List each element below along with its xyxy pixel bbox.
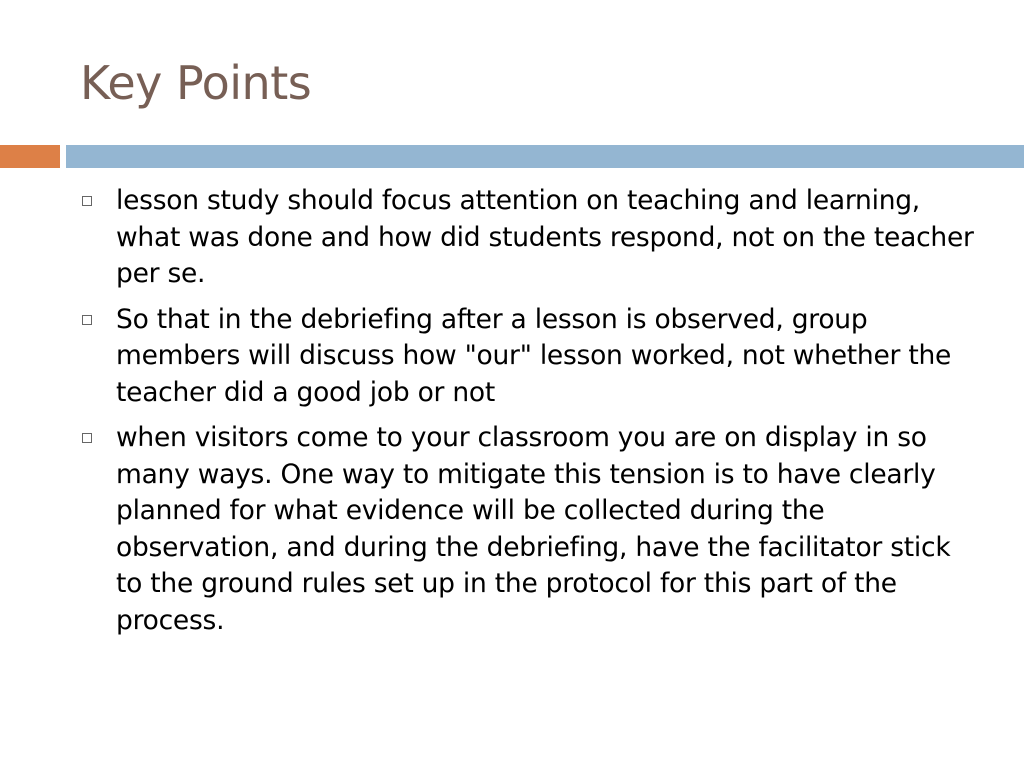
bullet-list <box>82 183 982 648</box>
header-divider-bar <box>66 145 1024 168</box>
bullet-item <box>82 183 982 293</box>
slide-title: Key Points <box>80 56 312 110</box>
accent-bar-orange <box>0 145 60 168</box>
bullet-text: when visitors come to your classroom you are on display in so many ways. One way to mitigate this tension is to have clearly planned for what evidence will be collected during the observation, and during the debriefing, have the facilitator stick to the ground rules set up in the protocol for this part of the process. <box>116 422 951 636</box>
bullet-text: lesson study should focus attention on teaching and learning, what was done and how did students respond, not on the teacher per se. <box>116 185 974 289</box>
square-bullet-icon <box>82 433 92 443</box>
square-bullet-icon <box>82 196 92 206</box>
square-bullet-icon <box>82 315 92 325</box>
bullet-item <box>82 420 982 639</box>
bullet-text: So that in the debriefing after a lesson is observed, group members will discuss how "our" lesson worked, not whether the teacher did a good job or not <box>116 303 952 408</box>
bullet-item <box>82 302 982 412</box>
